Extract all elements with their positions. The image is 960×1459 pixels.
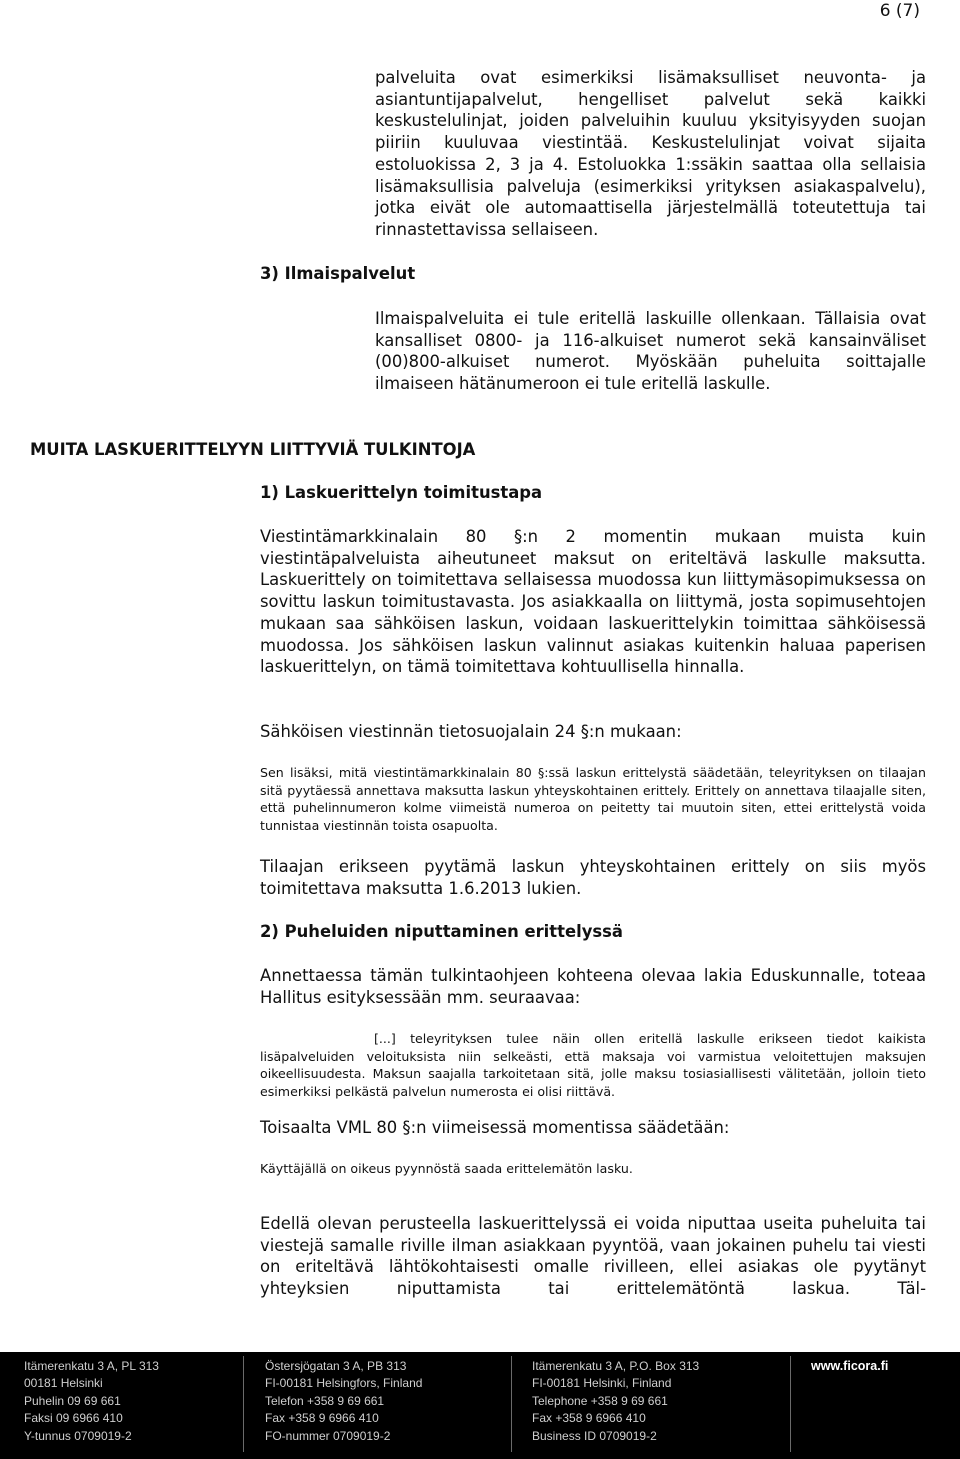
subsection-1-paragraph: Viestintämarkkinalain 80 §:n 2 momentin mukaan muista kuin viestintäpalveluista aiheutuneet maksut on eriteltävä laskulle maksutta. Laskuerittely on toimitettava sellaisessa muodossa kun liittymäsopimuksessa on sovittu laskun toimitustavasta. Jos asiakkaalla on liittymä, josta sopimusehtojen mukaan saa sähköisen laskun, voidaan laskuerittelykin toimittaa sähköisessä muodossa. Jos sähköisen laskun valinnut asiakas kuitenkin haluaa paperisen laskuerittelyn, on tämä toimitettava kohtuullisella hinnalla. bbox=[260, 527, 926, 677]
footer-divider bbox=[511, 1356, 512, 1452]
main-heading: MUITA LASKUERITTELYYN LIITTYVIÄ TULKINTOJA bbox=[30, 440, 476, 459]
subsection-2-final-paragraph: Edellä olevan perusteella laskuerittelyssä ei voida niputtaa useita puheluita tai viestejä samalle riville ilman asiakkaan pyyntöä, vaan jokainen puhelu tai viesti on eriteltävä lähtökohtaisesti omalle rivilleen, ellei asiakas ole pyytänyt yhteyksien niputtamista tai erittelemätöntä laskua. Täl- bbox=[260, 1214, 926, 1299]
footer-line: 00181 Helsinki bbox=[24, 1376, 103, 1391]
law-quote: Sen lisäksi, mitä viestintämarkkinalain 80 §:ssä laskun erittelystä säädetään, teleyrityksen on tilaajan sitä pyytäessä annettava maksutta laskun yhteyskohtainen erittely. Erittely on annettava tilaajalle siten, että puhelinnumeron kolme viimeistä numeroa on peitetty tai muutoin siten, ettei erittelystä voida tunnistaa viestinnän toista osapuolta. bbox=[260, 765, 926, 833]
law-intro: Sähköisen viestinnän tietosuojalain 24 §:n mukaan: bbox=[260, 722, 682, 741]
section-3-heading: 3) Ilmaispalvelut bbox=[260, 264, 416, 283]
footer-divider bbox=[243, 1356, 244, 1452]
subsection-2-intro: Annettaessa tämän tulkintaohjeen kohteena olevaa lakia Eduskunnalle, toteaa Hallitus esityksessään mm. seuraavaa: bbox=[260, 966, 926, 1007]
footer-address-sv bbox=[265, 1358, 422, 1445]
footer bbox=[0, 1352, 960, 1459]
footer-line: Fax +358 9 6966 410 bbox=[532, 1411, 646, 1426]
government-proposal-quote: [...] teleyrityksen tulee näin ollen eritellä laskulle erikseen tiedot kaikista lisäpalveluiden veloituksista niin selkeästi, että maksaja voi varmistua veloitettujen maksujen oikeellisuudesta. Maksun saajalla tarkoitetaan sitä, jolle maksu tosiasiallisesti välitetään, jolloin tieto esimerkiksi pelkästä palvelun numerosta ei olisi riittävä. bbox=[260, 1031, 926, 1099]
footer-line: Puhelin 09 69 661 bbox=[24, 1393, 121, 1408]
footer-divider bbox=[790, 1356, 791, 1452]
footer-website-link[interactable]: www.ficora.fi bbox=[811, 1359, 889, 1373]
subsection-1-heading: 1) Laskuerittelyn toimitustapa bbox=[260, 483, 543, 502]
page-number: 6 (7) bbox=[879, 1, 920, 21]
footer-line: Y-tunnus 0709019-2 bbox=[24, 1428, 132, 1443]
footer-line: FI-00181 Helsinki, Finland bbox=[532, 1376, 672, 1391]
footer-line: Business ID 0709019-2 bbox=[532, 1428, 657, 1443]
section-3-paragraph: Ilmaispalveluita ei tule eritellä laskuille ollenkaan. Tällaisia ovat kansalliset 0800- ja 116-alkuiset numerot sekä kansainväliset (00)800-alkuiset numerot. Myöskään puheluita soittajalle ilmaiseen hätänumeroon ei tule eritellä laskulle. bbox=[375, 309, 926, 394]
footer-line: Faksi 09 6966 410 bbox=[24, 1411, 123, 1426]
footer-line: Itämerenkatu 3 A, PL 313 bbox=[24, 1359, 159, 1373]
vml-quote: Käyttäjällä on oikeus pyynnöstä saada erittelemätön lasku. bbox=[260, 1161, 633, 1176]
footer-line: Telefon +358 9 69 661 bbox=[265, 1393, 385, 1408]
footer-address-en bbox=[532, 1358, 699, 1445]
footer-line: FI-00181 Helsingfors, Finland bbox=[265, 1376, 423, 1391]
footer-line: Itämerenkatu 3 A, P.O. Box 313 bbox=[532, 1359, 700, 1373]
subsection-1-conclusion: Tilaajan erikseen pyytämä laskun yhteyskohtainen erittely on siis myös toimitettava maksutta 1.6.2013 lukien. bbox=[260, 857, 926, 898]
footer-line: Fax +358 9 6966 410 bbox=[265, 1411, 379, 1426]
footer-line: Telephone +358 9 69 661 bbox=[532, 1393, 668, 1408]
vml-intro: Toisaalta VML 80 §:n viimeisessä momentissa säädetään: bbox=[260, 1118, 730, 1137]
intro-paragraph: palveluita ovat esimerkiksi lisämaksulliset neuvonta- ja asiantuntijapalvelut, hengelliset palvelut sekä kaikki keskustelulinjat, joiden palveluihin kuuluu yksityisyyden suojan piiriin kuuluvaa viestintää. Keskustelulinjat voivat sijaita estoluokissa 2, 3 ja 4. Estoluokka 1:ssäkin saattaa olla sellaisia lisämaksullisia palveluja (esimerkiksi yrityksen asiakaspalvelu), jotka eivät ole automaattisella järjestelmällä toteutettuja tai rinnastettavissa sellaiseen. bbox=[375, 68, 926, 239]
subsection-2-heading: 2) Puheluiden niputtaminen erittelyssä bbox=[260, 922, 623, 941]
footer-address-fi bbox=[24, 1358, 159, 1445]
footer-line: Östersjögatan 3 A, PB 313 bbox=[265, 1359, 407, 1373]
footer-line: FO-nummer 0709019-2 bbox=[265, 1428, 391, 1443]
